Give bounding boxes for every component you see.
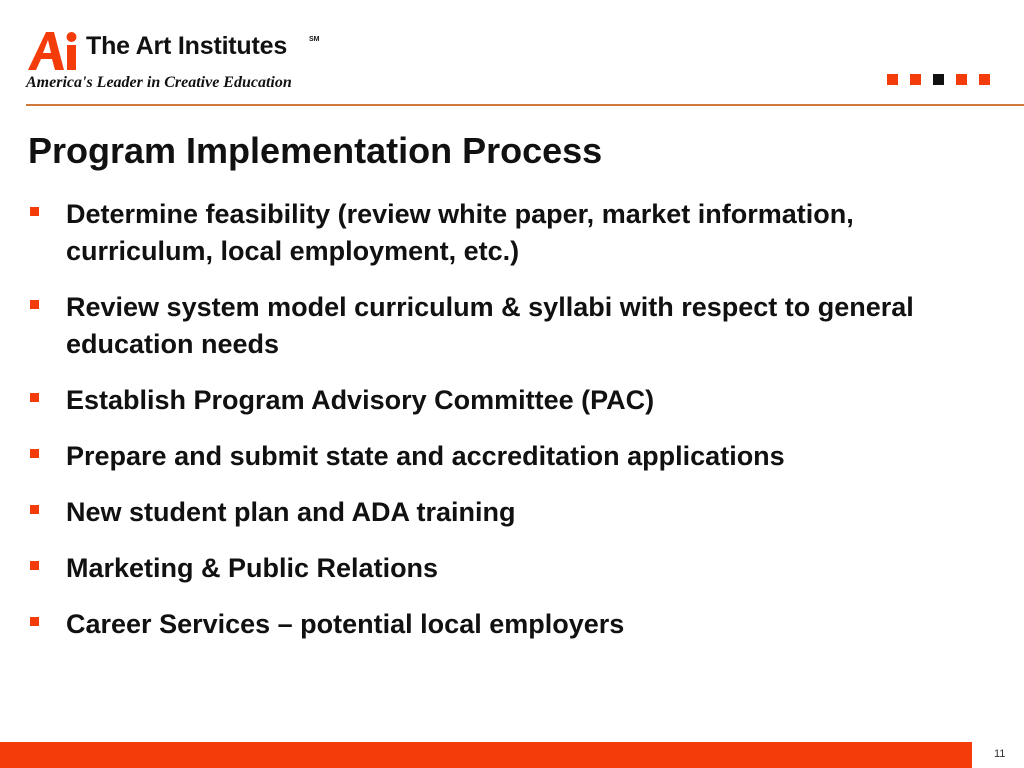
square-bullet-icon (30, 393, 39, 402)
bullet-text: Prepare and submit state and accreditation applications (66, 441, 785, 471)
square-bullet-icon (30, 207, 39, 216)
bullet-text: Review system model curriculum & syllabi with respect to general education needs (66, 292, 914, 359)
decorative-square-icon (979, 74, 990, 85)
decorative-square-icon (887, 74, 898, 85)
logo-name: The Art Institutes (86, 32, 288, 60)
ai-logo-mark-icon (26, 28, 88, 72)
logo-trademark: SM (309, 36, 320, 43)
decorative-square-icon (956, 74, 967, 85)
art-institutes-logo (26, 22, 346, 94)
square-bullet-icon (30, 617, 39, 626)
bullet-item (30, 550, 1000, 587)
decorative-squares (887, 74, 990, 85)
footer-bar (0, 742, 972, 768)
bullet-item (30, 289, 1000, 363)
bullet-text: Establish Program Advisory Committee (PAC) (66, 385, 655, 415)
square-bullet-icon (30, 505, 39, 514)
decorative-square-icon (933, 74, 944, 85)
bullet-text: New student plan and ADA training (66, 497, 516, 527)
bullet-item (30, 606, 1000, 643)
square-bullet-icon (30, 300, 39, 309)
bullet-item (30, 494, 1000, 531)
logo-tagline: America's Leader in Creative Education (26, 74, 292, 91)
bullet-text: Career Services – potential local employers (66, 609, 625, 639)
header-divider (26, 104, 1024, 106)
page-number: 11 (994, 748, 1006, 760)
bullet-list (30, 196, 1000, 662)
square-bullet-icon (30, 561, 39, 570)
slide-title: Program Implementation Process (28, 130, 603, 171)
slide-header (0, 0, 1024, 108)
bullet-text: Marketing & Public Relations (66, 553, 439, 583)
bullet-item (30, 196, 1000, 270)
bullet-item (30, 438, 1000, 475)
bullet-item (30, 382, 1000, 419)
bullet-text: Determine feasibility (review white paper, market information, curriculum, local employment, etc.) (66, 199, 854, 266)
decorative-square-icon (910, 74, 921, 85)
square-bullet-icon (30, 449, 39, 458)
